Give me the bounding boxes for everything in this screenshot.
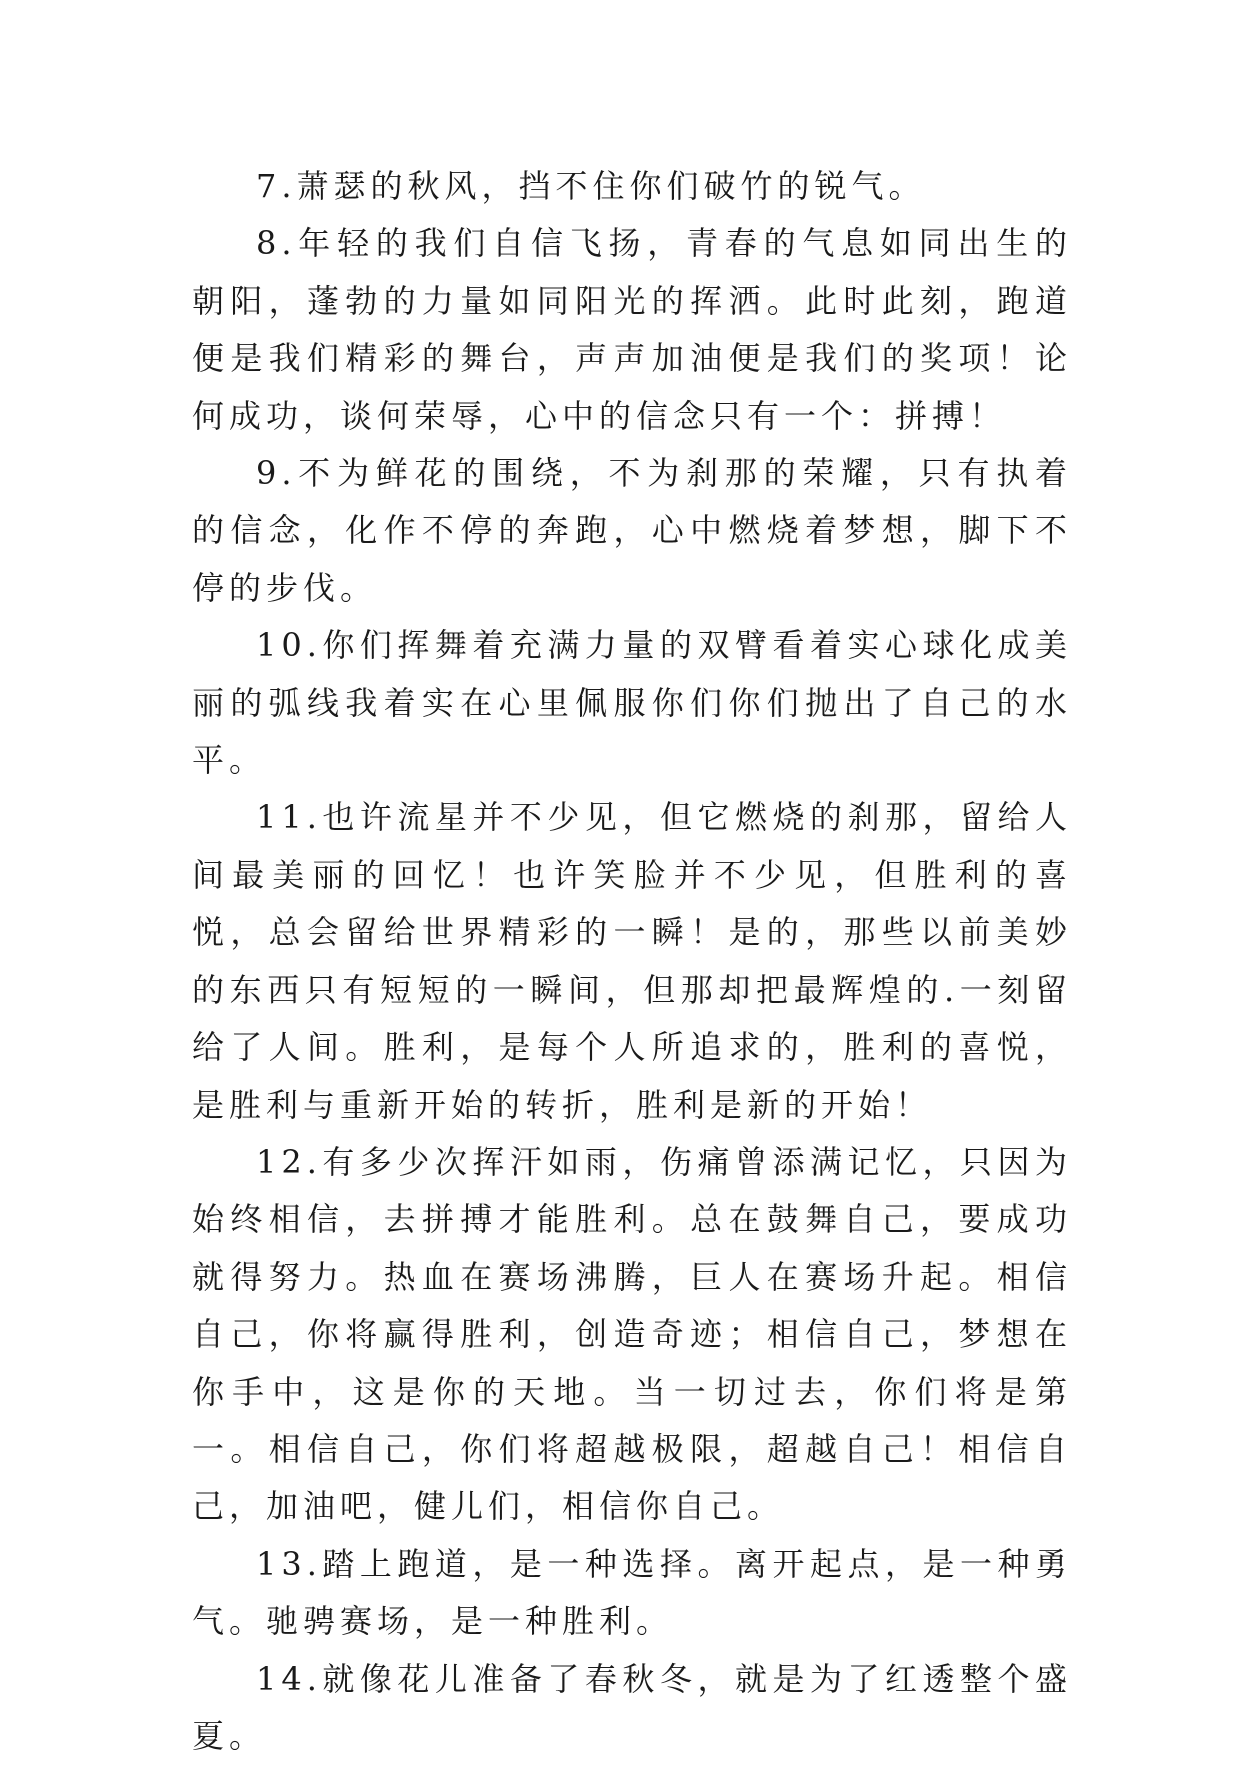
paragraph-8: 8.年轻的我们自信飞扬，青春的气息如同出生的朝阳，蓬勃的力量如同阳光的挥洒。此时此刻，跑道便是我们精彩的舞台，声声加油便是我们的奖项！论何成功，谈何荣辱，心中的信念只有一个：拼搏！ xyxy=(192,224,1072,435)
paragraph-11: 11.也许流星并不少见，但它燃烧的刹那，留给人间最美丽的回忆！也许笑脸并不少见，但胜利的喜悦，总会留给世界精彩的一瞬！是的，那些以前美妙的东西只有短短的一瞬间，但那却把最辉煌的.一刻留给了人间。胜利，是每个人所追求的，胜利的喜悦，是胜利与重新开始的转折，胜利是新的开始！ xyxy=(192,798,1072,1124)
paragraph-9: 9.不为鲜花的围绕，不为刹那的荣耀，只有执着的信念，化作不停的奔跑，心中燃烧着梦想，脚下不停的步伐。 xyxy=(192,454,1072,607)
document-body xyxy=(192,158,1072,1765)
paragraph-12: 12.有多少次挥汗如雨，伤痛曾添满记忆，只因为始终相信，去拼搏才能胜利。总在鼓舞自己，要成功就得努力。热血在赛场沸腾，巨人在赛场升起。相信自己，你将赢得胜利，创造奇迹；相信自己，梦想在你手中，这是你的天地。当一切过去，你们将是第一。相信自己，你们将超越极限，超越自己！相信自己，加油吧，健儿们，相信你自己。 xyxy=(192,1142,1072,1526)
paragraph-14: 14.就像花儿准备了春秋冬，就是为了红透整个盛夏。 xyxy=(192,1659,1072,1755)
paragraph-7: 7.萧瑟的秋风，挡不住你们破竹的锐气。 xyxy=(256,167,926,205)
paragraph-10: 10.你们挥舞着充满力量的双臂看着实心球化成美丽的弧线我着实在心里佩服你们你们抛出了自己的水平。 xyxy=(192,626,1072,780)
paragraph-13: 13.踏上跑道，是一种选择。离开起点，是一种勇气。驰骋赛场，是一种胜利。 xyxy=(192,1544,1072,1641)
